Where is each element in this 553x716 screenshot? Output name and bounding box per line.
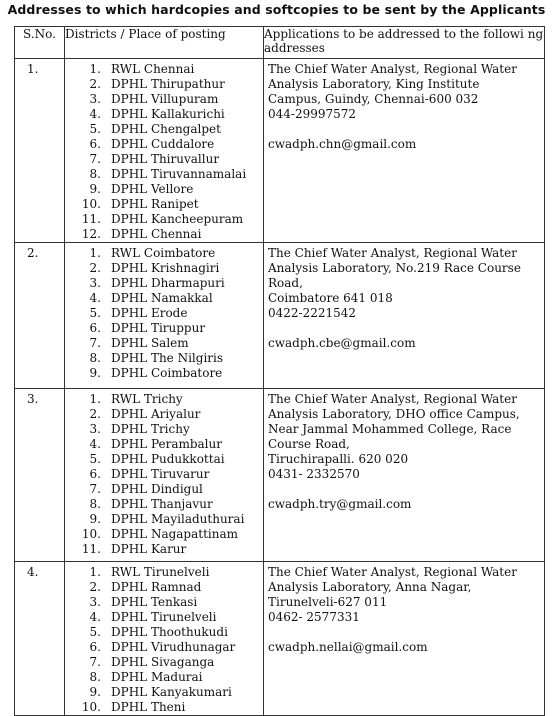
- document-heading: Addresses to which hardcopies and softcopies to be sent by the Applicants: [7, 2, 546, 17]
- list-item-name: DPHL Tiruvannamalai: [111, 167, 247, 181]
- list-item: [65, 580, 263, 595]
- address-line: Tiruchirapalli. 620 020: [268, 452, 409, 466]
- list-item: [65, 276, 263, 291]
- list-item-number: 2.: [89, 580, 101, 594]
- list-item-number: 5.: [89, 452, 101, 466]
- address-line: 0422-2221542: [268, 306, 357, 320]
- list-item-number: 10.: [81, 527, 101, 541]
- district-list-cell: [65, 562, 264, 716]
- address-line: Coimbatore 641 018: [268, 291, 393, 305]
- list-item: [65, 610, 263, 625]
- address-cell: [264, 243, 545, 389]
- list-item: [65, 122, 263, 137]
- list-item-number: 10.: [81, 700, 101, 714]
- header-districts: Districts / Place of posting: [65, 27, 264, 59]
- list-item: [65, 351, 263, 366]
- serial-number: 2.: [27, 246, 39, 260]
- list-item-number: 12.: [81, 227, 101, 241]
- list-item-name: RWL Chennai: [111, 62, 195, 76]
- list-item-number: 9.: [89, 366, 101, 380]
- list-item-number: 5.: [89, 625, 101, 639]
- list-item-name: DPHL Salem: [111, 336, 189, 350]
- list-item: [65, 640, 263, 655]
- list-item-name: DPHL Kancheepuram: [111, 212, 244, 226]
- list-item: [65, 527, 263, 542]
- address-line: Tirunelveli-627 011: [268, 595, 388, 609]
- address-cell: [264, 562, 545, 716]
- list-item-name: DPHL Pudukkottai: [111, 452, 225, 466]
- list-item: [65, 437, 263, 452]
- district-list-cell: [65, 243, 264, 389]
- list-item-number: 2.: [89, 261, 101, 275]
- list-item-number: 4.: [89, 610, 101, 624]
- table-header-row: [15, 27, 545, 59]
- list-item-name: DPHL Kallakurichi: [111, 107, 225, 121]
- list-item: [65, 197, 263, 212]
- address-line: 0462- 2577331: [268, 610, 360, 624]
- email-address: cwadph.cbe@gmail.com: [268, 336, 416, 350]
- list-item-number: 4.: [89, 437, 101, 451]
- address-line: Near Jammal Mohammed College, Race: [268, 422, 512, 436]
- list-item: [65, 336, 263, 351]
- list-item: [65, 212, 263, 227]
- address-line: The Chief Water Analyst, Regional Water: [268, 392, 517, 406]
- list-item-number: 7.: [89, 152, 101, 166]
- list-item-number: 6.: [89, 467, 101, 481]
- list-item: [65, 565, 263, 580]
- list-item: [65, 62, 263, 77]
- address-line: Course Road,: [268, 437, 350, 451]
- list-item-number: 3.: [89, 276, 101, 290]
- list-item-name: DPHL Dharmapuri: [111, 276, 225, 290]
- list-item-number: 4.: [89, 291, 101, 305]
- list-item: [65, 366, 263, 381]
- list-item-number: 9.: [89, 512, 101, 526]
- table-row: [15, 59, 545, 243]
- list-item-number: 5.: [89, 306, 101, 320]
- list-item-number: 1.: [89, 62, 101, 76]
- list-item-number: 5.: [89, 122, 101, 136]
- serial-number-cell: [15, 59, 65, 243]
- address-line: Analysis Laboratory, Anna Nagar,: [268, 580, 472, 594]
- list-item: [65, 291, 263, 306]
- list-item-name: DPHL Karur: [111, 542, 187, 556]
- list-item-name: DPHL Kanyakumari: [111, 685, 232, 699]
- list-item: [65, 700, 263, 715]
- address-line: The Chief Water Analyst, Regional Water: [268, 62, 517, 76]
- list-item-number: 1.: [89, 565, 101, 579]
- list-item: [65, 482, 263, 497]
- list-item-name: DPHL Dindigul: [111, 482, 203, 496]
- serial-number-cell: [15, 389, 65, 562]
- email-address: cwadph.chn@gmail.com: [268, 137, 417, 151]
- list-item-name: RWL Trichy: [111, 392, 183, 406]
- list-item: [65, 227, 263, 242]
- list-item-name: DPHL Ranipet: [111, 197, 199, 211]
- list-item: [65, 422, 263, 437]
- list-item-name: DPHL Madurai: [111, 670, 203, 684]
- serial-number: 1.: [27, 62, 39, 76]
- list-item-number: 9.: [89, 182, 101, 196]
- address-line: 044-29997572: [268, 107, 357, 121]
- list-item: [65, 670, 263, 685]
- list-item-name: DPHL Theni: [111, 700, 186, 714]
- list-item-name: DPHL Ramnad: [111, 580, 202, 594]
- list-item: [65, 392, 263, 407]
- list-item-name: DPHL Tiruppur: [111, 321, 206, 335]
- serial-number: 3.: [27, 392, 39, 406]
- list-item-name: DPHL Thiruvallur: [111, 152, 220, 166]
- address-table: [14, 26, 545, 716]
- address-line: Analysis Laboratory, King Institute: [268, 77, 480, 91]
- serial-number-cell: [15, 243, 65, 389]
- address-line: Analysis Laboratory, No.219 Race Course: [268, 261, 521, 275]
- list-item-name: DPHL Trichy: [111, 422, 190, 436]
- list-item-name: DPHL Thanjavur: [111, 497, 213, 511]
- email-address: cwadph.nellai@gmail.com: [268, 640, 428, 654]
- list-item-number: 8.: [89, 670, 101, 684]
- list-item-number: 9.: [89, 685, 101, 699]
- list-item-name: DPHL Chengalpet: [111, 122, 221, 136]
- list-item-name: DPHL Perambalur: [111, 437, 222, 451]
- address-line: Analysis Laboratory, DHO office Campus,: [268, 407, 520, 421]
- list-item: [65, 261, 263, 276]
- list-item-name: DPHL Cuddalore: [111, 137, 215, 151]
- list-item-number: 11.: [81, 542, 101, 556]
- serial-number: 4.: [27, 565, 39, 579]
- list-item: [65, 246, 263, 261]
- list-item-number: 1.: [89, 392, 101, 406]
- list-item-number: 7.: [89, 482, 101, 496]
- list-item-number: 7.: [89, 655, 101, 669]
- list-item-name: DPHL Tiruvarur: [111, 467, 210, 481]
- list-item-number: 8.: [89, 351, 101, 365]
- list-item: [65, 137, 263, 152]
- list-item-name: RWL Tirunelveli: [111, 565, 210, 579]
- list-item-number: 3.: [89, 595, 101, 609]
- list-item-number: 4.: [89, 107, 101, 121]
- list-item-name: DPHL Vellore: [111, 182, 194, 196]
- list-item-name: DPHL Namakkal: [111, 291, 213, 305]
- list-item-number: 6.: [89, 137, 101, 151]
- district-list-cell: [65, 59, 264, 243]
- list-item-number: 2.: [89, 77, 101, 91]
- list-item-name: DPHL Tirunelveli: [111, 610, 217, 624]
- list-item-number: 10.: [81, 197, 101, 211]
- list-item-number: 8.: [89, 497, 101, 511]
- list-item-name: DPHL Krishnagiri: [111, 261, 220, 275]
- list-item-name: DPHL Thirupathur: [111, 77, 225, 91]
- list-item: [65, 452, 263, 467]
- list-item: [65, 512, 263, 527]
- list-item-number: 3.: [89, 422, 101, 436]
- list-item-name: DPHL Villupuram: [111, 92, 219, 106]
- list-item-name: DPHL Nagapattinam: [111, 527, 239, 541]
- list-item: [65, 497, 263, 512]
- list-item-number: 1.: [89, 246, 101, 260]
- address-cell: [264, 389, 545, 562]
- list-item: [65, 542, 263, 557]
- address-line: The Chief Water Analyst, Regional Water: [268, 246, 517, 260]
- list-item-name: DPHL Tenkasi: [111, 595, 198, 609]
- list-item: [65, 152, 263, 167]
- address-line: Road,: [268, 276, 303, 290]
- address-cell: [264, 59, 545, 243]
- list-item: [65, 625, 263, 640]
- table-row: [15, 562, 545, 716]
- list-item-name: DPHL Erode: [111, 306, 188, 320]
- address-line: Campus, Guindy, Chennai-600 032: [268, 92, 479, 106]
- list-item-name: DPHL The Nilgiris: [111, 351, 224, 365]
- list-item: [65, 655, 263, 670]
- list-item-name: DPHL Virudhunagar: [111, 640, 236, 654]
- list-item-name: DPHL Ariyalur: [111, 407, 201, 421]
- list-item: [65, 182, 263, 197]
- list-item: [65, 107, 263, 122]
- district-list-cell: [65, 389, 264, 562]
- list-item-number: 3.: [89, 92, 101, 106]
- list-item-number: 2.: [89, 407, 101, 421]
- list-item-name: DPHL Mayiladuthurai: [111, 512, 245, 526]
- list-item-number: 8.: [89, 167, 101, 181]
- list-item: [65, 407, 263, 422]
- list-item-number: 6.: [89, 321, 101, 335]
- list-item: [65, 467, 263, 482]
- list-item-number: 11.: [81, 212, 101, 226]
- list-item: [65, 167, 263, 182]
- table-row: [15, 243, 545, 389]
- serial-number-cell: [15, 562, 65, 716]
- header-applications: Applications to be addressed to the followi ng addresses: [264, 27, 545, 59]
- list-item-name: DPHL Chennai: [111, 227, 202, 241]
- address-line: 0431- 2332570: [268, 467, 360, 481]
- list-item-name: RWL Coimbatore: [111, 246, 216, 260]
- list-item-name: DPHL Coimbatore: [111, 366, 223, 380]
- list-item: [65, 306, 263, 321]
- email-address: cwadph.try@gmail.com: [268, 497, 412, 511]
- header-sno: S.No.: [15, 27, 65, 59]
- list-item: [65, 321, 263, 336]
- address-line: The Chief Water Analyst, Regional Water: [268, 565, 517, 579]
- list-item: [65, 685, 263, 700]
- list-item: [65, 595, 263, 610]
- list-item-number: 6.: [89, 640, 101, 654]
- list-item: [65, 92, 263, 107]
- list-item-name: DPHL Sivaganga: [111, 655, 215, 669]
- list-item-number: 7.: [89, 336, 101, 350]
- list-item: [65, 77, 263, 92]
- table-row: [15, 389, 545, 562]
- list-item-name: DPHL Thoothukudi: [111, 625, 228, 639]
